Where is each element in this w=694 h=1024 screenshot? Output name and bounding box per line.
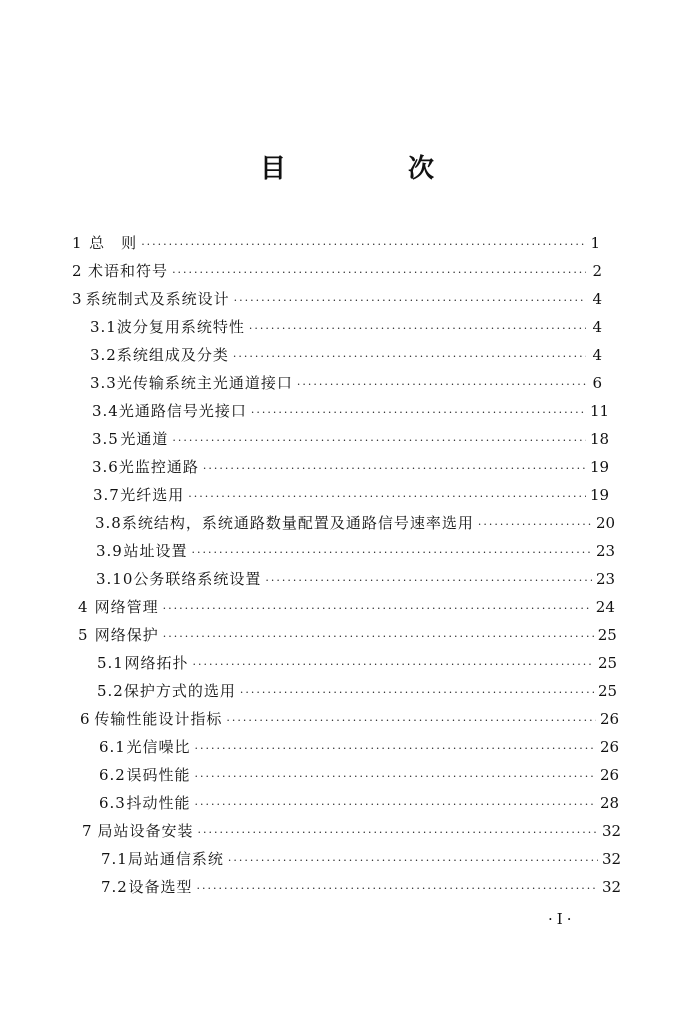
toc-section-title: 网络保护 — [94, 626, 159, 644]
toc-leader-dots — [240, 682, 594, 704]
toc-section-title: 传输性能设计指标 — [94, 710, 223, 728]
toc-entry[interactable] — [101, 848, 622, 870]
toc-section-number: 3.1 — [90, 318, 117, 336]
toc-leader-dots — [188, 486, 586, 508]
toc-section-number: 3.2 — [90, 346, 117, 364]
toc-section-number: 5 — [78, 626, 89, 644]
toc-section-number: 6.1 — [99, 738, 126, 756]
toc-entry[interactable] — [92, 400, 610, 422]
toc-leader-dots — [163, 626, 594, 648]
toc-entry[interactable] — [93, 484, 610, 506]
toc-section-number: 3.4 — [92, 402, 119, 420]
toc-section-title: 总 则 — [89, 234, 138, 252]
toc-entry[interactable] — [80, 708, 620, 730]
toc-entry[interactable] — [90, 316, 602, 338]
toc-entry[interactable] — [92, 428, 610, 450]
toc-page-number: 20 — [596, 514, 616, 532]
toc-section-number: 2 — [72, 262, 83, 280]
toc-section-number: 4 — [78, 598, 89, 616]
toc-leader-dots — [297, 374, 586, 396]
toc-entry[interactable] — [92, 456, 610, 478]
toc-leader-dots — [195, 738, 596, 760]
toc-leader-dots — [191, 542, 592, 564]
toc-entry[interactable] — [78, 596, 615, 618]
toc-section-title: 误码性能 — [126, 766, 191, 784]
toc-leader-dots — [228, 850, 598, 872]
toc-entry[interactable] — [96, 540, 616, 562]
toc-section-title: 系统结构，系统通路数量配置及通路信号速率选用 — [121, 514, 474, 532]
toc-entry[interactable] — [96, 568, 616, 590]
toc-page-number: 4 — [592, 318, 602, 336]
toc-leader-dots — [141, 234, 584, 256]
toc-page-number: 23 — [596, 570, 616, 588]
toc-leader-dots — [195, 766, 596, 788]
toc-leader-dots — [265, 570, 592, 592]
toc-entry[interactable] — [90, 344, 602, 366]
toc-leader-dots — [172, 430, 586, 452]
toc-entry[interactable] — [99, 792, 620, 814]
toc-page-number: 25 — [598, 654, 618, 672]
toc-leader-dots — [195, 794, 596, 816]
toc-section-title: 系统制式及系统设计 — [85, 290, 230, 308]
toc-leader-dots — [203, 458, 586, 480]
toc-section-number: 7.1 — [101, 850, 128, 868]
toc-section-number: 5.1 — [97, 654, 124, 672]
toc-section-title: 术语和符号 — [88, 262, 169, 280]
page-number: ·I· — [548, 910, 576, 928]
toc-section-number: 5.2 — [97, 682, 124, 700]
toc-page-number: 32 — [602, 878, 622, 896]
toc-section-title: 网络拓扑 — [124, 654, 189, 672]
toc-leader-dots — [478, 514, 592, 536]
toc-leader-dots — [233, 346, 586, 368]
toc-leader-dots — [234, 290, 586, 312]
toc-section-number: 3.8 — [95, 514, 122, 532]
page-title: 目 次 — [259, 154, 482, 184]
toc-entry[interactable] — [101, 876, 622, 898]
toc-leader-dots — [163, 598, 592, 620]
toc-page-number: 1 — [590, 234, 600, 252]
toc-section-number: 1 — [72, 234, 83, 252]
toc-leader-dots — [251, 402, 586, 424]
toc-section-title: 光通路信号光接口 — [118, 402, 247, 420]
toc-leader-dots — [193, 654, 594, 676]
toc-entry[interactable] — [97, 652, 618, 674]
toc-page-number: 4 — [592, 290, 602, 308]
toc-section-number: 6.3 — [99, 794, 126, 812]
toc-entry[interactable] — [72, 260, 602, 282]
toc-section-number: 6 — [80, 710, 91, 728]
toc-page-number: 19 — [590, 486, 610, 504]
toc-page-number: 2 — [592, 262, 602, 280]
toc-leader-dots — [226, 710, 596, 732]
toc-section-number: 7.2 — [101, 878, 128, 896]
toc-section-title: 光监控通路 — [118, 458, 199, 476]
toc-section-title: 光信噪比 — [126, 738, 191, 756]
toc-section-number: 3 — [72, 290, 83, 308]
toc-page-number: 4 — [592, 346, 602, 364]
toc-page-number: 32 — [602, 822, 622, 840]
toc-section-number: 3.6 — [92, 458, 119, 476]
toc-section-number: 3.3 — [90, 374, 117, 392]
toc-section-title: 保护方式的选用 — [123, 682, 236, 700]
toc-section-title: 站址设置 — [123, 542, 188, 560]
toc-section-number: 3.9 — [96, 542, 123, 560]
toc-page-number: 6 — [592, 374, 602, 392]
toc-section-title: 设备选型 — [128, 878, 193, 896]
toc-page-number: 23 — [596, 542, 616, 560]
toc-section-title: 光纤选用 — [120, 486, 185, 504]
toc-entry[interactable] — [97, 680, 618, 702]
toc-section-title: 网络管理 — [94, 598, 159, 616]
toc-entry[interactable] — [72, 232, 600, 254]
toc-entry[interactable] — [72, 288, 602, 310]
toc-section-title: 公务联络系统设置 — [133, 570, 262, 588]
toc-entry[interactable] — [78, 624, 617, 646]
toc-section-title: 局站设备安装 — [97, 822, 194, 840]
toc-entry[interactable] — [99, 764, 620, 786]
toc-page-number: 26 — [600, 766, 620, 784]
toc-leader-dots — [172, 262, 586, 284]
toc-page-number: 32 — [602, 850, 622, 868]
toc-entry[interactable] — [95, 512, 616, 534]
toc-entry[interactable] — [99, 736, 620, 758]
toc-section-title: 光通道 — [120, 430, 169, 448]
toc-section-title: 光传输系统主光通道接口 — [116, 374, 293, 392]
toc-section-title: 局站通信系统 — [127, 850, 224, 868]
toc-page-number: 26 — [600, 710, 620, 728]
toc-entry[interactable] — [90, 372, 602, 394]
toc-leader-dots — [197, 878, 598, 900]
toc-section-title: 系统组成及分类 — [116, 346, 229, 364]
toc-page-number: 28 — [600, 794, 620, 812]
toc-section-title: 波分复用系统特性 — [116, 318, 245, 336]
toc-page-number: 19 — [590, 458, 610, 476]
toc-section-number: 3.7 — [93, 486, 120, 504]
toc-leader-dots — [198, 822, 598, 844]
toc-page-number: 25 — [597, 626, 617, 644]
toc-leader-dots — [249, 318, 586, 340]
toc-section-number: 7 — [82, 822, 93, 840]
toc-section-number: 3.10 — [96, 570, 134, 588]
toc-page-number: 11 — [590, 402, 610, 420]
toc-page-number: 24 — [595, 598, 615, 616]
toc-entry[interactable] — [82, 820, 622, 842]
toc-section-number: 6.2 — [99, 766, 126, 784]
toc-section-number: 3.5 — [92, 430, 119, 448]
toc-page-number: 26 — [600, 738, 620, 756]
toc-section-title: 抖动性能 — [126, 794, 191, 812]
toc-page-number: 25 — [598, 682, 618, 700]
toc-page-number: 18 — [590, 430, 610, 448]
